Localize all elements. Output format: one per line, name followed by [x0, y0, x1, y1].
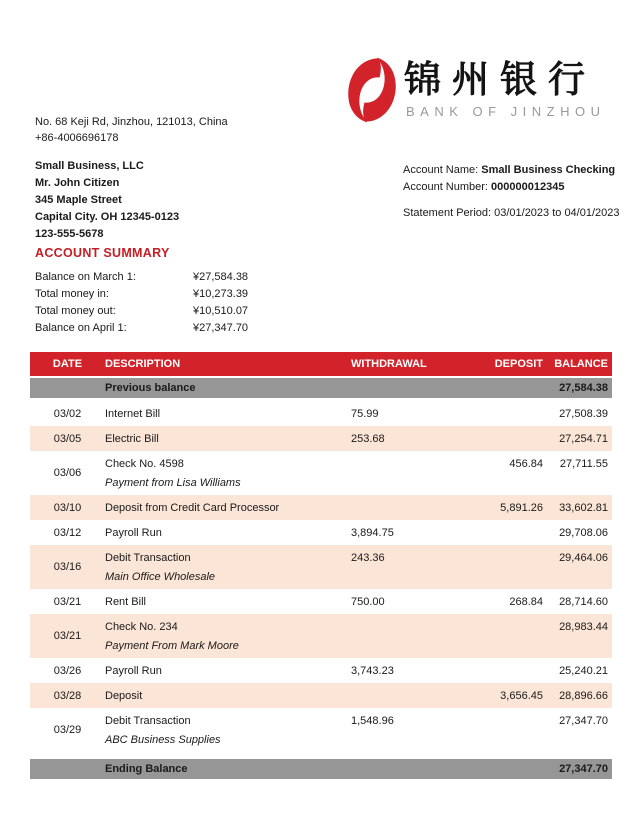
- bank-phone: +86-4006696178: [35, 131, 119, 144]
- description-text: Debit Transaction: [105, 552, 191, 564]
- customer-company: Small Business, LLC: [35, 160, 144, 172]
- withdrawal-cell: [351, 377, 461, 400]
- balance-cell: 27,254.71: [547, 426, 612, 451]
- bank-name-chinese: 锦州银行: [404, 58, 596, 101]
- summary-row: [35, 303, 248, 320]
- description-text: Payroll Run: [105, 527, 162, 539]
- summary-label: Balance on March 1:: [35, 271, 136, 283]
- account-name-row: [403, 162, 620, 179]
- bank-address-line: No. 68 Keji Rd, Jinzhou, 121013, China: [35, 116, 228, 128]
- withdrawal-cell: 3,743.23: [351, 665, 394, 677]
- deposit-cell: 3,656.45: [461, 683, 547, 708]
- column-header-balance: BALANCE: [547, 352, 612, 377]
- date-cell: 03/06: [53, 467, 82, 479]
- account-name-value: Small Business Checking: [481, 164, 616, 176]
- description-text: Internet Bill: [105, 408, 161, 420]
- date-cell: 03/02: [53, 407, 82, 420]
- summary-value: ¥10,273.39: [193, 288, 249, 300]
- transactions-body: [30, 377, 612, 779]
- balance-cell: 29,464.06: [547, 545, 612, 589]
- date-cell: 03/21: [53, 595, 82, 608]
- balance-cell: 27,347.70: [559, 715, 608, 727]
- withdrawal-cell: 3,894.75: [351, 527, 394, 539]
- description-cell: [105, 400, 351, 427]
- withdrawal-cell: [351, 495, 461, 520]
- description-cell: [105, 589, 351, 614]
- description-note: Payment from Lisa Williams: [105, 477, 241, 489]
- summary-value: ¥27,584.38: [193, 271, 249, 283]
- description-cell: Previous balance: [105, 377, 351, 400]
- withdrawal-cell: [351, 451, 461, 495]
- account-name-label: Account Name:: [403, 164, 482, 176]
- date-cell: 03/10: [30, 495, 105, 520]
- balance-cell: 27,508.39: [559, 408, 608, 420]
- description-cell: [105, 451, 351, 495]
- summary-label: Total money out:: [35, 305, 116, 317]
- column-header-deposit: DEPOSIT: [461, 352, 547, 377]
- deposit-cell: [461, 400, 547, 427]
- customer-phone: 123-555-5678: [35, 228, 104, 240]
- withdrawal-cell: 750.00: [351, 596, 385, 608]
- description-cell: [105, 658, 351, 683]
- balance-cell: 25,240.21: [559, 665, 608, 677]
- account-number-value: 000000012345: [491, 181, 565, 193]
- deposit-cell: [461, 520, 547, 545]
- summary-value: ¥27,347.70: [193, 322, 249, 334]
- withdrawal-cell: 1,548.96: [351, 715, 394, 727]
- account-number-row: [403, 179, 620, 196]
- customer-name: Mr. John Citizen: [35, 177, 120, 189]
- table-row: [30, 520, 612, 545]
- description-text: Deposit: [105, 690, 143, 702]
- deposit-cell: [461, 708, 547, 756]
- bank-address: [35, 115, 228, 146]
- deposit-cell: [461, 545, 547, 589]
- deposit-cell: [461, 614, 547, 658]
- bank-logo-icon: [345, 57, 399, 123]
- withdrawal-cell: [351, 683, 461, 708]
- date-cell: 03/05: [30, 426, 105, 451]
- balance-cell: 27,347.70: [547, 756, 612, 780]
- description-cell: [105, 426, 351, 451]
- summary-value: ¥10,510.07: [193, 305, 249, 317]
- date-cell: [30, 756, 105, 780]
- summary-label: Total money in:: [35, 288, 109, 300]
- withdrawal-cell: 243.36: [351, 545, 461, 589]
- description-text: Payroll Run: [105, 665, 162, 677]
- customer-street: 345 Maple Street: [35, 194, 122, 206]
- description-note: Payment From Mark Moore: [105, 640, 239, 652]
- description-text: Electric Bill: [105, 433, 159, 445]
- table-header-row: [30, 352, 612, 377]
- date-cell: 03/26: [53, 664, 82, 677]
- account-info: [403, 162, 620, 222]
- withdrawal-cell: 253.68: [351, 426, 461, 451]
- date-cell: 03/12: [53, 526, 82, 539]
- deposit-cell: 5,891.26: [461, 495, 547, 520]
- deposit-cell: [461, 756, 547, 780]
- column-header-description: DESCRIPTION: [105, 352, 351, 377]
- table-row: [30, 658, 612, 683]
- bank-name-english: BANK OF JINZHOU: [406, 104, 606, 119]
- deposit-cell: [461, 426, 547, 451]
- description-cell: [105, 614, 351, 658]
- ending-balance-row: [30, 756, 612, 780]
- balance-cell: 33,602.81: [547, 495, 612, 520]
- balance-cell: 28,714.60: [559, 596, 608, 608]
- table-row: [30, 614, 612, 658]
- account-number-label: Account Number:: [403, 181, 492, 193]
- description-text: Deposit from Credit Card Processor: [105, 502, 280, 514]
- statement-period: Statement Period: 03/01/2023 to 04/01/2023: [403, 207, 620, 219]
- withdrawal-cell: 75.99: [351, 408, 379, 420]
- previous-balance-row: [30, 377, 612, 400]
- description-text: Check No. 234: [105, 621, 178, 633]
- description-cell: [105, 708, 351, 756]
- transactions-table: [30, 352, 612, 779]
- balance-cell: 27,711.55: [559, 458, 608, 470]
- balance-cell: 27,584.38: [547, 377, 612, 400]
- table-row: [30, 545, 612, 589]
- description-cell: Ending Balance: [105, 756, 351, 780]
- date-cell: 03/16: [30, 545, 105, 589]
- summary-row: [35, 286, 248, 303]
- deposit-cell: [461, 377, 547, 400]
- table-row: [30, 495, 612, 520]
- table-row: [30, 426, 612, 451]
- summary-row: [35, 269, 248, 286]
- description-text: Rent Bill: [105, 596, 146, 608]
- description-cell: [105, 545, 351, 589]
- description-cell: [105, 495, 351, 520]
- column-header-date: DATE: [30, 352, 105, 377]
- balance-cell: 28,983.44: [547, 614, 612, 658]
- balance-cell: 28,896.66: [547, 683, 612, 708]
- deposit-cell: 268.84: [509, 596, 543, 608]
- customer-city: Capital City. OH 12345-0123: [35, 211, 180, 223]
- description-text: Debit Transaction: [105, 715, 191, 727]
- column-header-withdrawal: WITHDRAWAL: [351, 352, 461, 377]
- balance-cell: 29,708.06: [559, 527, 608, 539]
- table-row: [30, 708, 612, 756]
- deposit-cell: 456.84: [509, 458, 543, 470]
- deposit-cell: [461, 658, 547, 683]
- description-cell: [105, 683, 351, 708]
- date-cell: 03/21: [30, 614, 105, 658]
- summary-row: [35, 320, 248, 337]
- customer-block: [35, 158, 179, 243]
- date-cell: 03/28: [30, 683, 105, 708]
- description-note: ABC Business Supplies: [105, 734, 221, 746]
- table-row: [30, 451, 612, 495]
- date-cell: [30, 377, 105, 400]
- description-cell: [105, 520, 351, 545]
- account-summary-title: ACCOUNT SUMMARY: [35, 246, 170, 260]
- table-row: [30, 400, 612, 427]
- account-summary-list: [35, 269, 248, 337]
- date-cell: 03/29: [53, 724, 82, 736]
- description-note: Main Office Wholesale: [105, 571, 216, 583]
- withdrawal-cell: [351, 756, 461, 780]
- table-row: [30, 589, 612, 614]
- table-row: [30, 683, 612, 708]
- withdrawal-cell: [351, 614, 461, 658]
- summary-label: Balance on April 1:: [35, 322, 127, 334]
- description-text: Check No. 4598: [105, 458, 184, 470]
